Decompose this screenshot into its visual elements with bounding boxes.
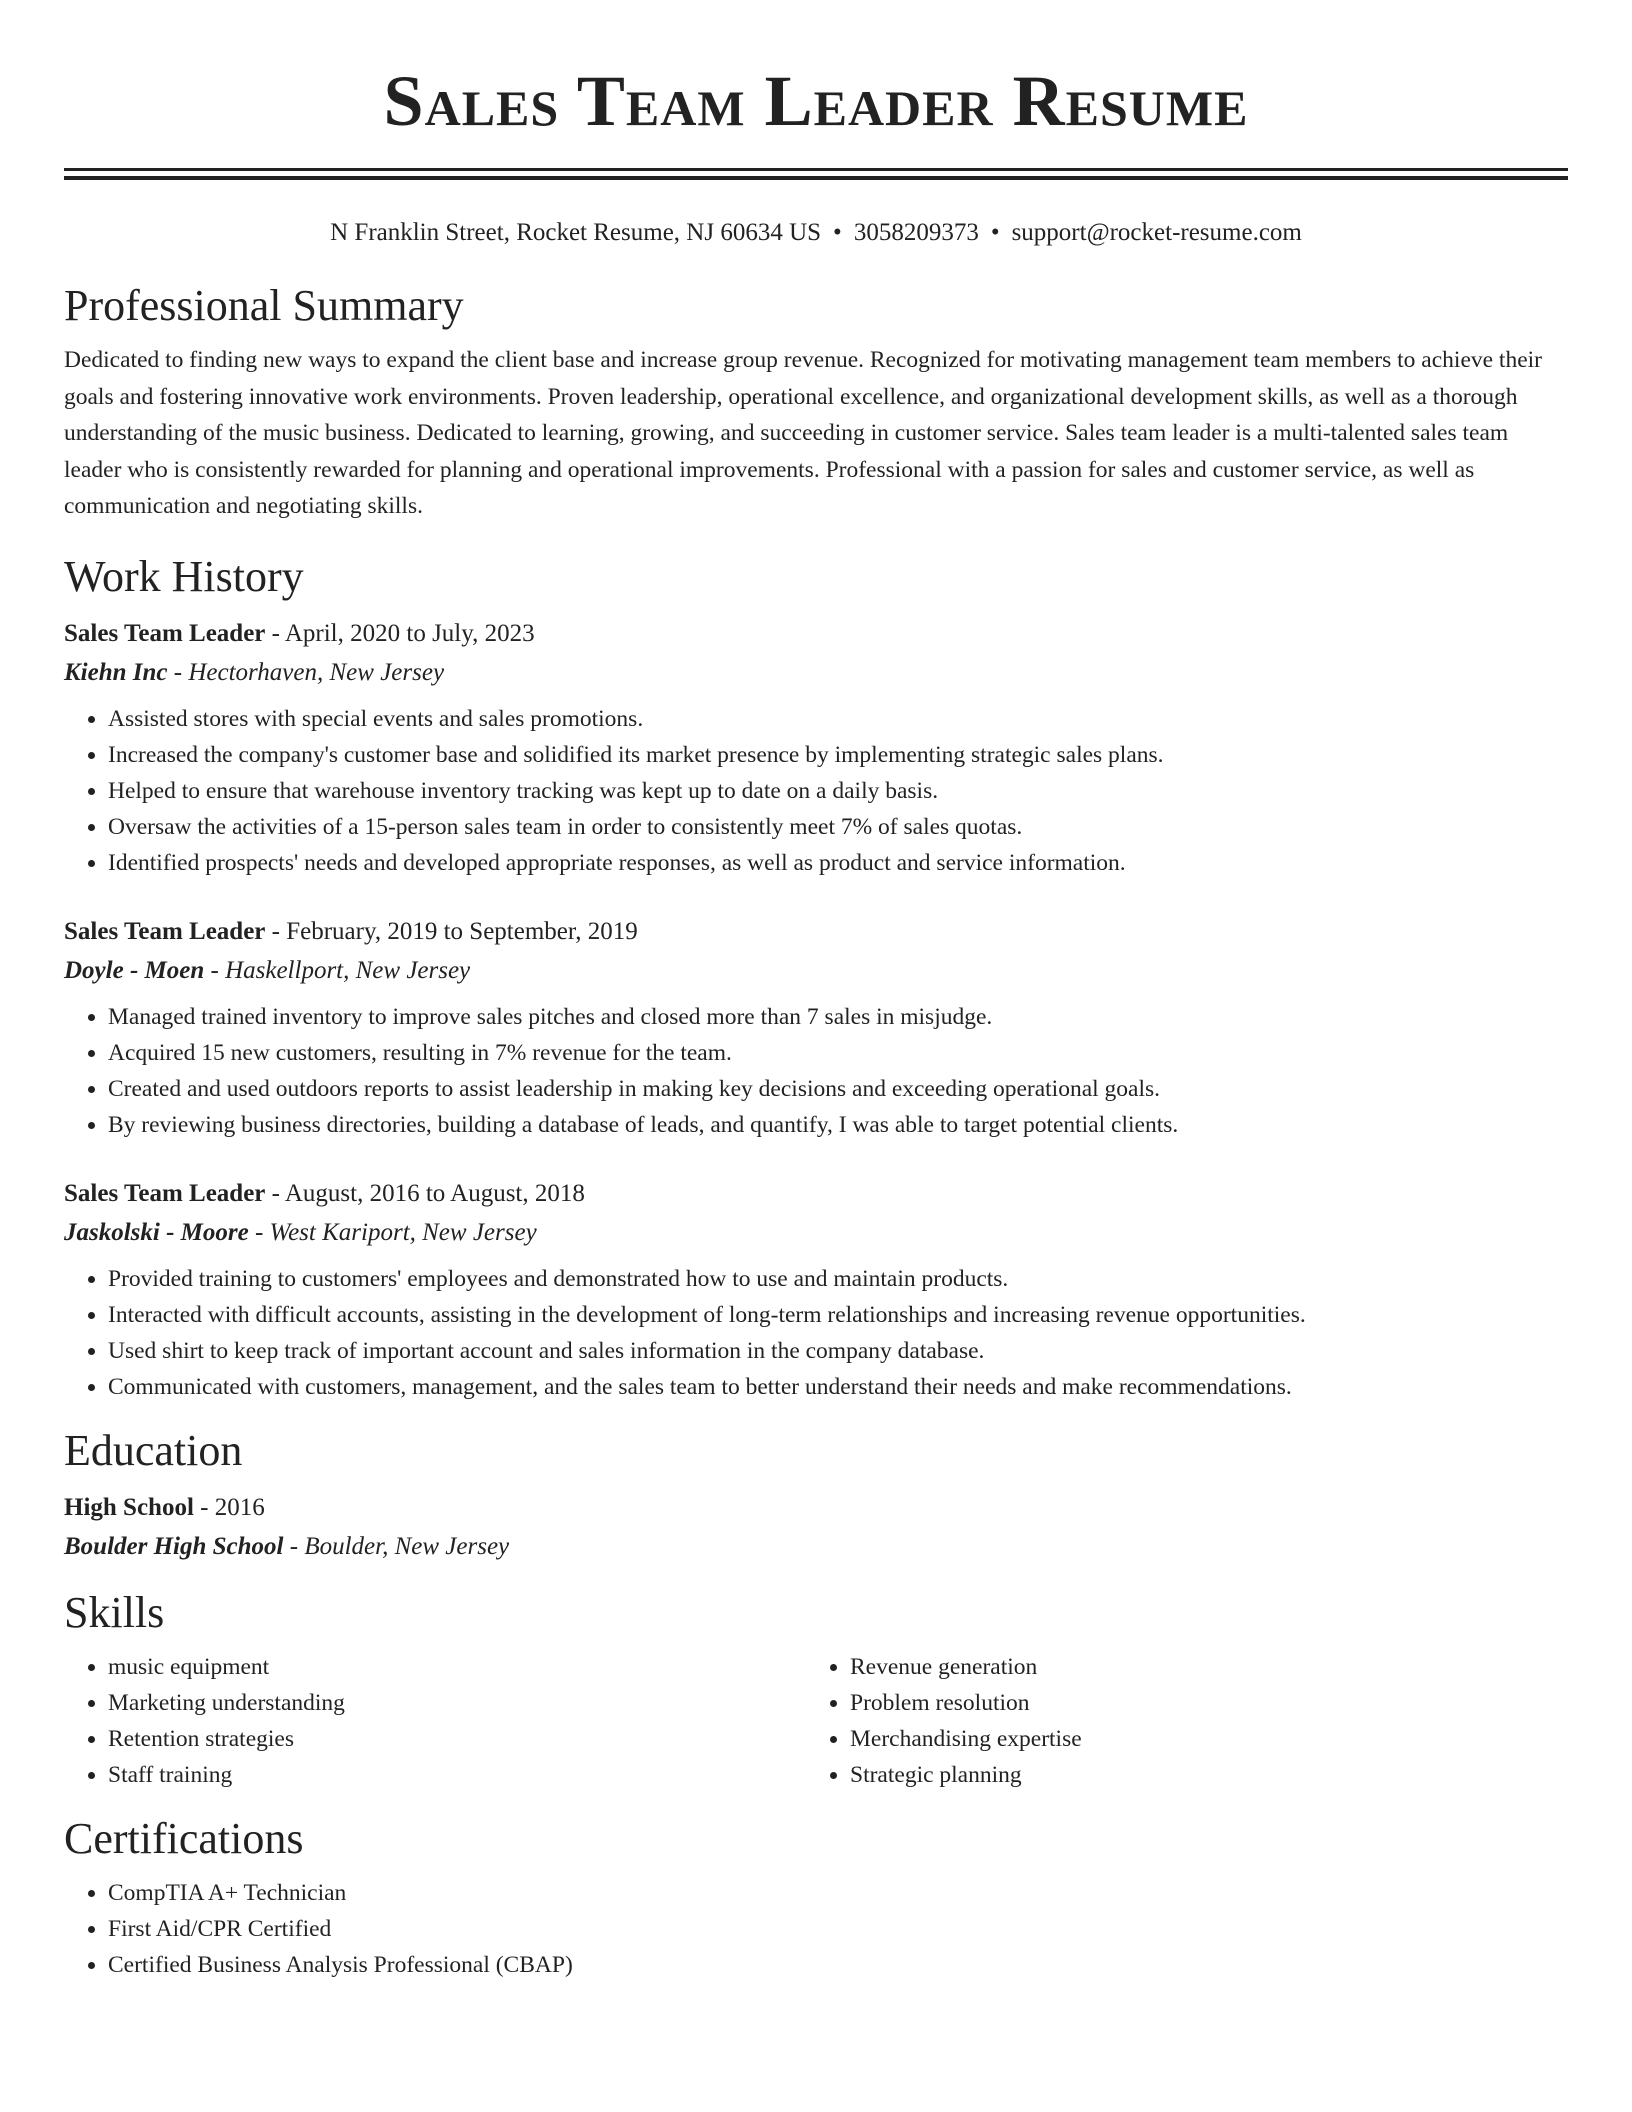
skill-item: • Retention strategies (108, 1721, 806, 1757)
job-entry (64, 913, 1568, 1143)
school-location: - Boulder, New Jersey (283, 1532, 510, 1560)
list-item: • Increased the company's customer base and solidified its market presence by implementing strategic sales plans. (108, 737, 1568, 773)
title-rule-top (64, 168, 1568, 171)
job-entry (64, 615, 1568, 881)
job-title-line (64, 615, 1568, 653)
company-line (64, 951, 1568, 991)
company-location: - Haskellport, New Jersey (204, 956, 471, 984)
contact-line (64, 216, 1568, 250)
certifications-list (64, 1875, 1568, 1983)
degree-year: - 2016 (193, 1493, 265, 1521)
certifications-section (64, 1811, 1568, 1983)
company-name: Kiehn Inc (64, 658, 168, 686)
education-heading: Education (64, 1425, 243, 1475)
skill-item: • Strategic planning (850, 1757, 1548, 1793)
certification-item: • First Aid/CPR Certified (108, 1911, 1568, 1947)
summary-heading: Professional Summary (64, 281, 464, 330)
skill-item: • Merchandising expertise (850, 1721, 1548, 1757)
list-item: • Communicated with customers, management, and the sales team to better understand their needs and make recommendations. (108, 1369, 1568, 1405)
school-line (64, 1527, 1568, 1567)
skill-item: • Staff training (108, 1757, 806, 1793)
skill-item: • music equipment (108, 1649, 806, 1685)
list-item: • Used shirt to keep track of important account and sales information in the company database. (108, 1333, 1568, 1369)
work-history-section (64, 549, 1568, 1405)
company-line (64, 653, 1568, 693)
list-item: • By reviewing business directories, building a database of leads, and quantify, I was able to target potential clients. (108, 1107, 1568, 1143)
education-section (64, 1423, 1568, 1567)
summary-text: Dedicated to finding new ways to expand the client base and increase group revenue. Recognized for motivating management team members to achieve their goals and fostering innovative work environments. Proven leadership, operational excellence, and organizational development skills, as well as a thorough understanding of the music business. Dedicated to learning, growing, and succeeding in customer service. Sales team leader is a multi-talented sales team leader who is consistently rewarded for planning and operational improvements. Professional with a passion for sales and customer service, as well as communication and negotiating skills. (64, 347, 1542, 519)
summary-section (64, 278, 1568, 525)
list-item: • Helped to ensure that warehouse inventory tracking was kept up to date on a daily basis. (108, 773, 1568, 809)
school-name: Boulder High School (64, 1532, 284, 1560)
job-dates: - April, 2020 to July, 2023 (265, 619, 535, 647)
skill-item: • Problem resolution (850, 1685, 1548, 1721)
skills-section (64, 1585, 1568, 1793)
company-name: Doyle - Moen (64, 956, 205, 984)
skills-columns (64, 1641, 1568, 1793)
contact-phone[interactable]: 3058209373 (853, 219, 979, 246)
contact-address: N Franklin Street, Rocket Resume, NJ 60634 US (330, 219, 822, 246)
skill-item: • Revenue generation (850, 1649, 1548, 1685)
list-item: • Identified prospects' needs and developed appropriate responses, as well as product and service information. (108, 845, 1568, 881)
resume-title: Sales Team Leader Resume (383, 61, 1249, 141)
job-title-line (64, 1175, 1568, 1213)
job-bullets (64, 701, 1568, 881)
degree-name: High School (64, 1493, 194, 1521)
list-item: • Interacted with difficult accounts, assisting in the development of long-term relationships and increasing revenue opportunities. (108, 1297, 1568, 1333)
list-item: • Managed trained inventory to improve sales pitches and closed more than 7 sales in misjudge. (108, 999, 1568, 1035)
certification-item: • CompTIA A+ Technician (108, 1875, 1568, 1911)
skills-heading: Skills (64, 1587, 165, 1637)
skills-left-column (64, 1649, 806, 1793)
list-item: • Acquired 15 new customers, resulting in 7% revenue for the team. (108, 1035, 1568, 1071)
company-name: Jaskolski - Moore (64, 1218, 249, 1246)
company-line (64, 1213, 1568, 1253)
skill-item: • Marketing understanding (108, 1685, 806, 1721)
job-title-line (64, 913, 1568, 951)
work-history-heading: Work History (64, 551, 304, 601)
company-location: - West Kariport, New Jersey (248, 1218, 537, 1246)
skills-right-column (806, 1649, 1548, 1793)
list-item: • Created and used outdoors reports to assist leadership in making key decisions and exceeding operational goals. (108, 1071, 1568, 1107)
job-bullets (64, 1261, 1568, 1405)
list-item: • Oversaw the activities of a 15-person sales team in order to consistently meet 7% of sales quotas. (108, 809, 1568, 845)
job-title: Sales Team Leader (64, 917, 266, 945)
contact-separator: • (990, 219, 1000, 246)
certification-item: • Certified Business Analysis Professional (CBAP) (108, 1947, 1568, 1983)
list-item: • Assisted stores with special events and sales promotions. (108, 701, 1568, 737)
job-title: Sales Team Leader (64, 1179, 266, 1207)
job-dates: - August, 2016 to August, 2018 (265, 1179, 585, 1207)
company-location: - Hectorhaven, New Jersey (167, 658, 445, 686)
job-title: Sales Team Leader (64, 619, 266, 647)
title-rule-bottom (64, 176, 1568, 180)
degree-line (64, 1489, 1568, 1527)
contact-email[interactable]: support@rocket-resume.com (1011, 219, 1302, 246)
list-item: • Provided training to customers' employees and demonstrated how to use and maintain products. (108, 1261, 1568, 1297)
job-dates: - February, 2019 to September, 2019 (265, 917, 638, 945)
job-entry (64, 1175, 1568, 1405)
job-bullets (64, 999, 1568, 1143)
certifications-heading: Certifications (64, 1813, 304, 1863)
contact-separator: • (833, 219, 842, 246)
